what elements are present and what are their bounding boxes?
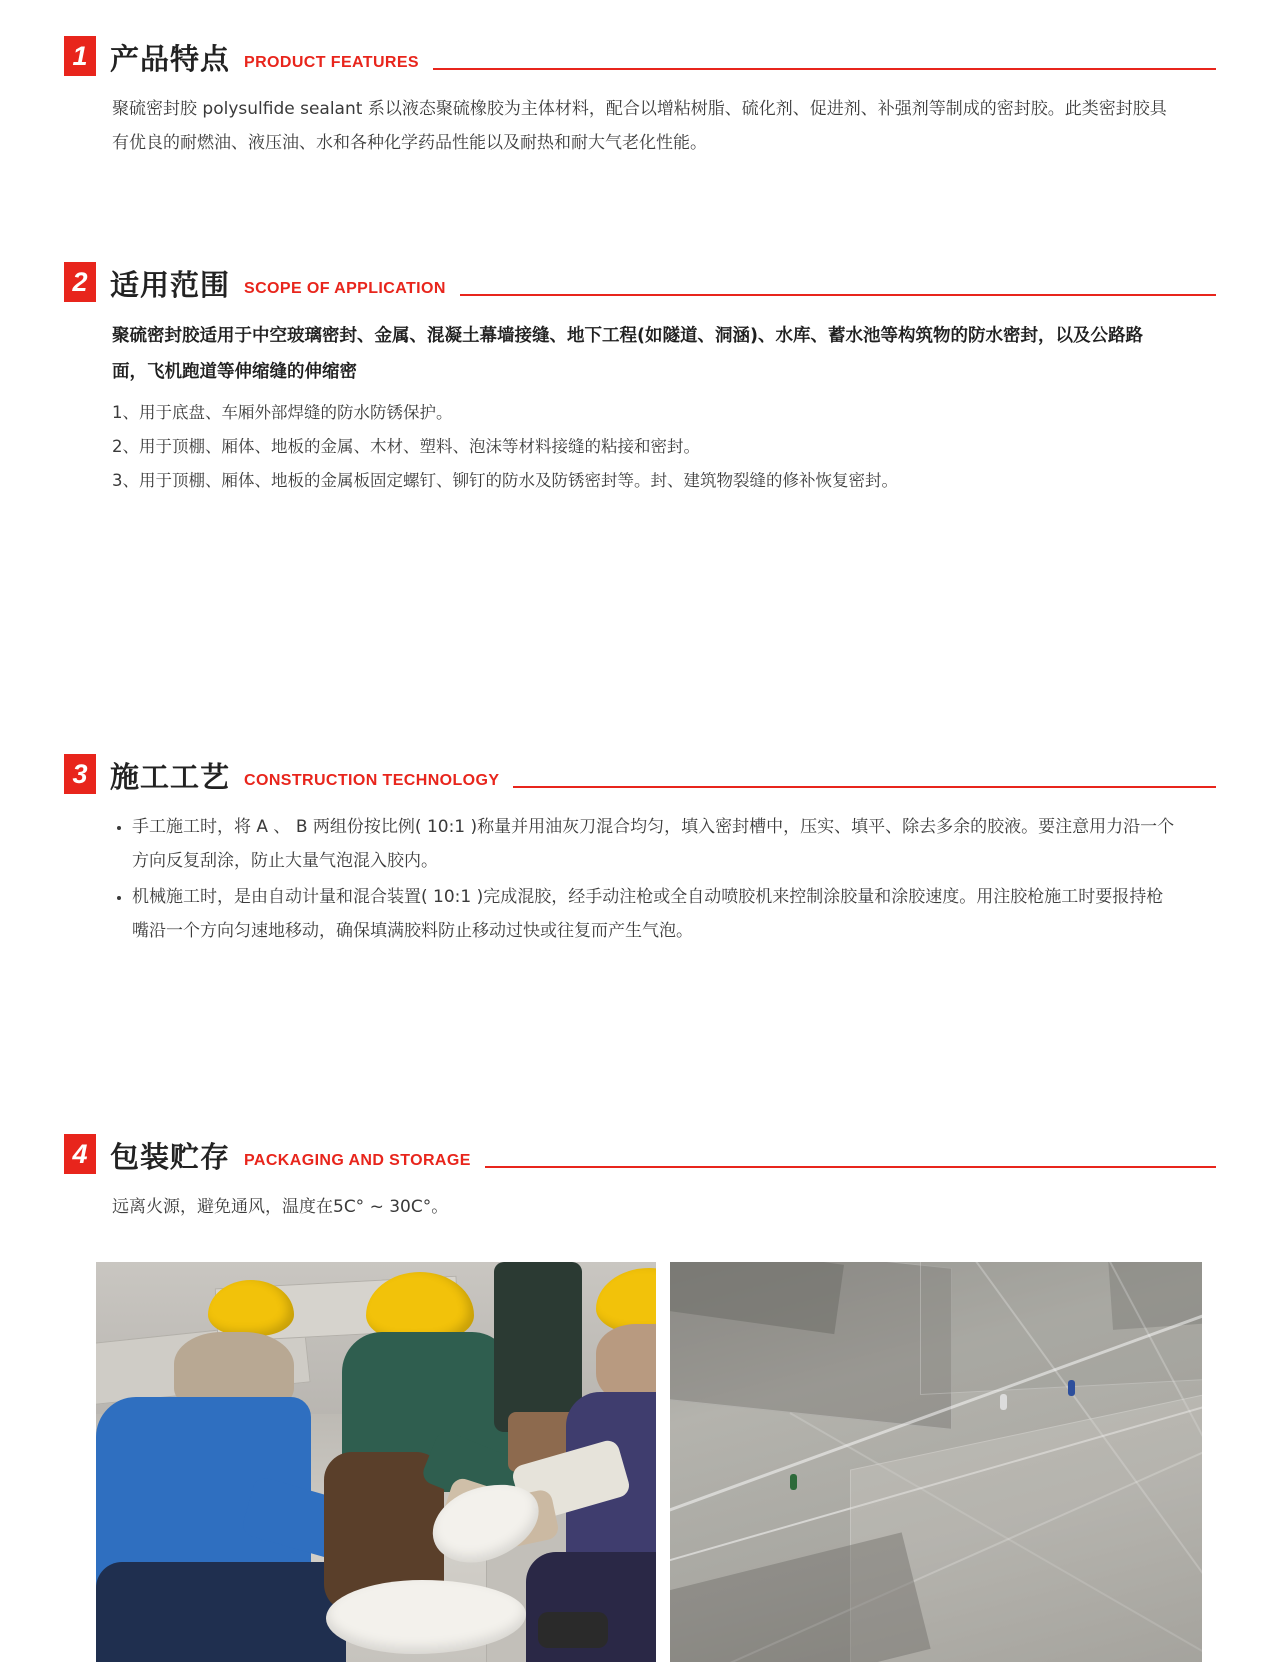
workers-mixing-sealant-photo: [96, 1262, 656, 1662]
list-item: 2、用于顶棚、厢体、地板的金属、木材、塑料、泡沫等材料接缝的粘接和密封。: [112, 437, 700, 456]
worker-figure: [790, 1474, 797, 1490]
list-item: • 手工施工时，将 A 、 B 两组份按比例( 10:1 )称量并用油灰刀混合均匀，填入密封槽中，压实、填平、除去多余的胶液。要注意用力沿一个方向反复刮涂，防止大量气泡混入胶内。: [132, 810, 1176, 878]
section-product-features: [64, 0, 1216, 160]
paragraph: 聚硫密封胶 polysulfide sealant 系以液态聚硫橡胶为主体材料，配合以增粘树脂、硫化剂、促进剂、补强剂等制成的密封胶。此类密封胶具有优良的耐燃油、液压油、水和各种化学药品性能以及耐热和耐大气老化性能。: [112, 99, 1167, 153]
tool-on-ground: [538, 1612, 608, 1648]
lead-paragraph: 聚硫密封胶适用于中空玻璃密封、金属、混凝土幕墙接缝、地下工程(如隧道、洞涵)、水库、蓄水池等构筑物的防水密封，以及公路路面，飞机跑道等伸缩缝的伸缩密: [112, 326, 1143, 382]
section-title-en: SCOPE OF APPLICATION: [244, 280, 446, 297]
worker-figure: [1000, 1394, 1007, 1410]
section-title-en: PACKAGING AND STORAGE: [244, 1152, 471, 1169]
section-title-cn: 产品特点: [110, 42, 231, 76]
section-title-cn: 施工工艺: [110, 760, 231, 794]
section-number-badge: 2: [64, 262, 96, 302]
section-heading: [64, 30, 1216, 76]
section-packaging-and-storage: [64, 1128, 1216, 1224]
background-worker: [494, 1262, 582, 1432]
section-scope-of-application: [64, 256, 1216, 498]
section-number-badge: 4: [64, 1134, 96, 1174]
bulleted-list: [112, 810, 1176, 948]
list-item: • 机械施工时，是由自动计量和混合装置( 10:1 )完成混胶，经手动注枪或全自动喷胶机来控制涂胶量和涂胶速度。用注胶枪施工时要报持枪嘴沿一个方向匀速地移动，确保填满胶料防止移动过快或往复而产生气泡。: [132, 880, 1176, 948]
numbered-list: [112, 396, 1176, 498]
section-title-cn: 适用范围: [110, 268, 231, 302]
paragraph: 远离火源，避免通风，温度在5C° ~ 30C°。: [112, 1197, 449, 1217]
section-construction-technology: [64, 748, 1216, 948]
photo-gallery: [64, 1262, 1216, 1662]
section-title-en: CONSTRUCTION TECHNOLOGY: [244, 772, 500, 789]
section-number-badge: 3: [64, 754, 96, 794]
reservoir-slope-photo: [670, 1262, 1202, 1662]
section-heading: [64, 1128, 1216, 1174]
worker-figure: [1068, 1380, 1075, 1396]
heading-divider: [513, 786, 1216, 788]
section-body: [64, 92, 1216, 160]
section-title-en: PRODUCT FEATURES: [244, 54, 420, 71]
heading-divider: [460, 294, 1216, 296]
section-body: [64, 1190, 1216, 1224]
list-item: 3、用于顶棚、厢体、地板的金属板固定螺钉、铆钉的防水及防锈密封等。封、建筑物裂缝的修补恢复密封。: [112, 471, 898, 490]
section-number-badge: 1: [64, 36, 96, 76]
list-item: 1、用于底盘、车厢外部焊缝的防水防锈保护。: [112, 403, 453, 422]
heading-divider: [433, 68, 1216, 70]
section-heading: [64, 748, 1216, 794]
section-body: [64, 810, 1216, 948]
section-title-cn: 包装贮存: [110, 1140, 231, 1174]
section-heading: [64, 256, 1216, 302]
worker-legs: [96, 1562, 346, 1662]
heading-divider: [485, 1166, 1216, 1168]
section-body: [64, 318, 1216, 498]
